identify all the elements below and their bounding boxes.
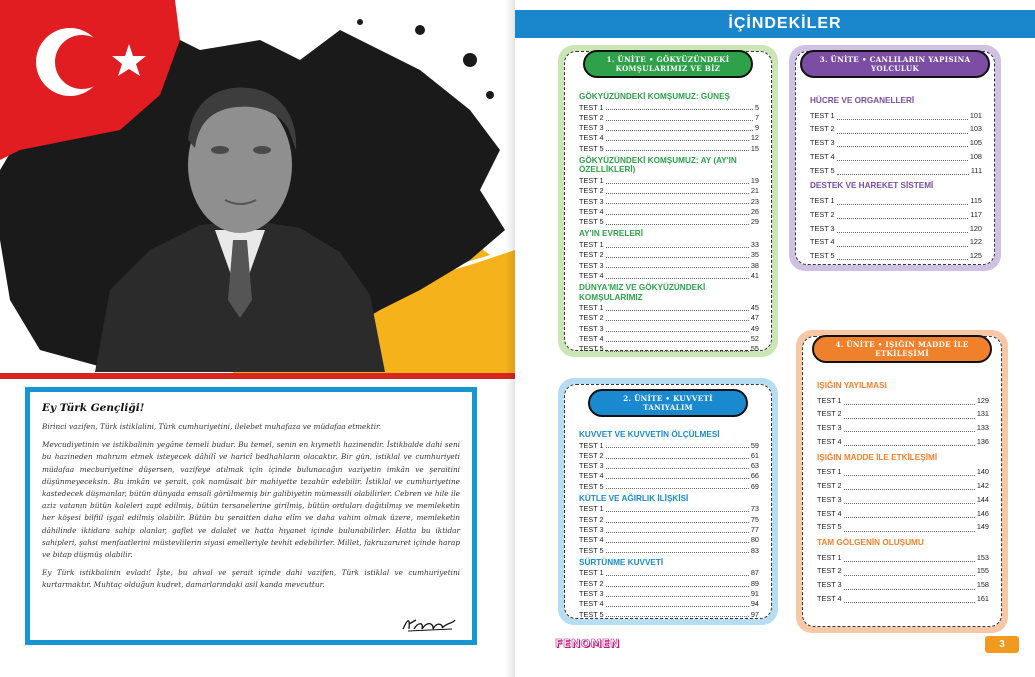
unit-sections	[579, 90, 759, 355]
test-label: TEST 4	[579, 471, 604, 481]
toc-test-row	[810, 122, 982, 136]
page-number: 94	[750, 599, 759, 609]
page-number: 5	[754, 102, 759, 112]
right-page	[515, 0, 1035, 677]
dot-leader	[606, 109, 753, 110]
dot-leader	[844, 445, 975, 446]
test-label: TEST 5	[579, 143, 604, 153]
page-number: 26	[750, 206, 759, 216]
test-label: TEST 4	[817, 594, 842, 604]
page-number: 117	[970, 209, 982, 219]
test-label: TEST 4	[579, 535, 604, 545]
dot-leader	[844, 589, 975, 590]
test-label: TEST 3	[579, 196, 604, 206]
toc-test-row	[579, 176, 759, 186]
page-number: 153	[976, 552, 989, 562]
dot-leader	[606, 224, 749, 225]
page-number: 23	[750, 196, 759, 206]
toc-test-row	[579, 334, 759, 344]
dot-leader	[844, 404, 975, 405]
test-label: TEST 1	[579, 568, 604, 578]
dot-leader	[844, 475, 975, 476]
section-title: DÜNYA'MIZ VE GÖKYÜZÜNDEKİ KOMŞULARIMIZ	[579, 283, 706, 302]
page-number: 149	[976, 522, 989, 532]
page-number: 7	[754, 112, 759, 122]
unit-title-line-1: 2. ÜNİTE • KUVVETİ TANIYALIM	[623, 394, 713, 412]
test-label: TEST 4	[579, 334, 604, 344]
dot-leader	[837, 160, 968, 161]
test-label: TEST 5	[579, 545, 604, 555]
toc-test-row	[579, 197, 759, 207]
section-title: HÜCRE VE ORGANELLERİ	[810, 96, 915, 105]
dot-leader	[606, 532, 749, 533]
dot-leader	[606, 120, 753, 121]
left-page	[0, 0, 515, 677]
test-label: TEST 3	[579, 525, 604, 535]
test-label: TEST 2	[579, 186, 604, 196]
toc-test-row	[810, 109, 982, 123]
toc-test-row	[579, 207, 759, 217]
page-number: 125	[969, 251, 982, 261]
toc-test-row	[579, 133, 759, 143]
dot-leader	[606, 183, 749, 184]
page-number: 129	[976, 395, 989, 405]
dot-leader	[606, 310, 749, 311]
section-title: AY'IN EVRELERİ	[579, 229, 643, 239]
test-label: TEST 3	[817, 580, 842, 590]
section-title: GÖKYÜZÜNDEKİ KOMŞUMUZ: GÜNEŞ	[579, 92, 731, 101]
page-number: 83	[750, 545, 759, 555]
toc-test-row	[579, 546, 759, 556]
page-number: 63	[750, 461, 759, 471]
dot-leader	[606, 351, 749, 352]
toc-test-row	[579, 504, 759, 514]
toc-test-row	[579, 599, 759, 609]
toc-test-row	[579, 113, 759, 123]
page-number: 122	[969, 237, 982, 247]
dot-leader	[606, 247, 749, 248]
toc-test-row	[579, 515, 759, 525]
page-number: 136	[976, 436, 989, 446]
section-title: GÖKYÜZÜNDEKİ KOMŞUMUZ: AY (AY'IN ÖZELLİKLERİ)	[579, 155, 737, 175]
dot-leader	[606, 203, 749, 204]
dot-leader	[844, 517, 975, 518]
unit-title-pill	[588, 389, 748, 417]
toc-test-row	[810, 136, 982, 150]
dot-leader	[844, 431, 975, 432]
page-number: 73	[750, 504, 759, 514]
test-label: TEST 5	[817, 522, 842, 532]
test-label: TEST 1	[817, 467, 842, 477]
test-label: TEST 5	[579, 481, 604, 491]
section-title: IŞIĞIN YAYILMASI	[817, 381, 887, 390]
test-label: TEST 4	[810, 237, 835, 247]
toc-test-row	[579, 344, 759, 354]
test-label: TEST 4	[817, 436, 842, 446]
page-number: 12	[750, 133, 759, 143]
dot-leader	[844, 489, 975, 490]
page-number: 52	[750, 334, 759, 344]
youth-address-paragraph-3: Ey Türk istikbalinin evladı! İşte, bu ahval ve şerait içinde dahi vazifen, Türk istiklal ve cumhuriyetini kurtarmaktır. Muhtaç olduğun kudret, damarlarındaki asil kanda mevcuttur.	[42, 568, 460, 590]
unit-title-line-1: 1. ÜNİTE • GÖKYÜZÜNDEKİ	[606, 55, 730, 64]
dot-leader	[837, 119, 968, 120]
toc-test-row	[817, 520, 989, 534]
toc-test-row	[579, 610, 759, 620]
toc-test-row	[817, 564, 989, 578]
section-title: KUVVET VE KUVVETİN ÖLÇÜLMESİ	[579, 430, 720, 439]
page-number-badge: 3	[985, 636, 1019, 653]
dot-leader	[837, 204, 969, 205]
page-number: 115	[970, 195, 982, 205]
test-label: TEST 3	[817, 423, 842, 433]
page-number: 45	[750, 303, 759, 313]
dot-leader	[606, 468, 749, 469]
test-label: TEST 1	[810, 110, 835, 120]
dot-leader	[837, 232, 968, 233]
test-label: TEST 4	[810, 151, 835, 161]
toc-test-row	[817, 493, 989, 507]
test-label: TEST 5	[579, 609, 604, 619]
dot-leader	[606, 214, 749, 215]
dot-leader	[606, 542, 749, 543]
test-label: TEST 4	[579, 133, 604, 143]
dot-leader	[606, 257, 749, 258]
dot-leader	[606, 150, 749, 151]
page-number: 47	[750, 313, 759, 323]
page-number: 108	[969, 151, 982, 161]
dot-leader	[606, 488, 749, 489]
page-number: 41	[750, 270, 759, 280]
test-label: TEST 2	[810, 209, 835, 219]
test-label: TEST 3	[579, 589, 604, 599]
toc-test-row	[579, 313, 759, 323]
dot-leader	[837, 259, 968, 260]
test-label: TEST 5	[579, 344, 604, 354]
test-label: TEST 1	[817, 552, 842, 562]
dot-leader	[837, 218, 969, 219]
unit-card-inner	[802, 336, 1002, 627]
page-number: 111	[970, 165, 982, 175]
unit-title-pill	[812, 335, 992, 363]
section-title: DESTEK VE HAREKET SİSTEMİ	[810, 181, 934, 191]
section-title: TAM GÖLGENİN OLUŞUMU	[817, 538, 924, 548]
unit-card-4	[796, 330, 1008, 633]
page-number: 66	[750, 471, 759, 481]
dot-leader	[606, 278, 749, 279]
toc-test-row	[579, 324, 759, 334]
toc-test-row	[817, 465, 989, 479]
page-number: 69	[750, 481, 759, 491]
test-label: TEST 1	[817, 395, 842, 405]
dot-leader	[837, 146, 968, 147]
dot-leader	[606, 606, 749, 607]
toc-test-row	[579, 250, 759, 260]
page-number: 131	[976, 409, 989, 419]
toc-test-row	[810, 249, 982, 263]
toc-test-row	[579, 471, 759, 481]
page-number: 33	[750, 239, 759, 249]
dot-leader	[606, 522, 749, 523]
toc-test-row	[817, 435, 989, 449]
unit-card-inner	[564, 384, 772, 619]
toc-test-row	[579, 261, 759, 271]
page-number: 161	[976, 594, 989, 604]
dot-leader	[837, 246, 968, 247]
test-label: TEST 5	[579, 217, 604, 227]
unit-card-3	[789, 45, 1001, 271]
hero-illustration	[0, 0, 515, 378]
section-title: IŞIĞIN MADDE İLE ETKİLEŞİMİ	[817, 452, 938, 462]
dot-leader	[606, 140, 749, 141]
red-divider	[0, 373, 515, 379]
page-number: 75	[750, 514, 759, 524]
dot-leader	[844, 531, 975, 532]
toc-test-row	[579, 482, 759, 492]
toc-test-row	[579, 568, 759, 578]
unit-sections	[810, 92, 982, 263]
test-label: TEST 1	[579, 504, 604, 514]
dot-leader	[606, 616, 749, 617]
dot-leader	[606, 130, 753, 131]
page-number: 103	[969, 124, 982, 134]
page-number: 77	[750, 525, 759, 535]
page-number: 120	[969, 223, 982, 233]
unit-title-line-2: YOLCULUK	[870, 64, 919, 73]
section-title: SÜRTÜNME KUVVETİ	[579, 557, 664, 567]
page-number: 49	[750, 323, 759, 333]
page-number: 21	[750, 186, 759, 196]
toc-test-row	[579, 441, 759, 451]
dot-leader	[837, 133, 968, 134]
youth-address-title: Ey Türk Gençliği!	[42, 402, 145, 414]
dot-leader	[606, 552, 749, 553]
page-number: 105	[969, 138, 982, 148]
atatürk-signature	[400, 614, 458, 634]
toc-test-row	[579, 535, 759, 545]
page-number: 101	[969, 110, 982, 120]
unit-sections	[579, 428, 759, 620]
toc-test-row	[810, 208, 982, 222]
test-label: TEST 2	[817, 566, 842, 576]
test-label: TEST 2	[579, 250, 604, 260]
test-label: TEST 3	[579, 260, 604, 270]
dot-leader	[844, 503, 975, 504]
unit-title-line-2: KOMŞULARIMIZ VE BİZ	[615, 64, 721, 73]
test-label: TEST 5	[810, 165, 835, 175]
test-label: TEST 1	[579, 239, 604, 249]
test-label: TEST 2	[817, 409, 842, 419]
dot-leader	[606, 193, 749, 194]
dot-leader	[606, 447, 749, 448]
page-number: 55	[750, 344, 759, 354]
page-number: 61	[750, 450, 759, 460]
test-label: TEST 4	[579, 599, 604, 609]
test-label: TEST 4	[579, 206, 604, 216]
toc-test-row	[817, 479, 989, 493]
page-number: 29	[750, 217, 759, 227]
test-label: TEST 2	[579, 313, 604, 323]
youth-address-paragraph-2: Mevcudiyetinin ve istikbalinin yegâne temeli budur. Bu temel, senin en kıymetli hazinendir. İstikbalde dahi seni bu hazineden mahrum etmek isteyecek dâhilî ve haricî bedhahların olacaktır. Bir gün, istiklal ve cumhuriyeti müdafaa mecburiyetine düşersen, vazifeye atılmak için içinde bulunacağın vaziyetin imkân ve şeraitini düşünmeyeceksin. Bu imkân ve şerait, çok namüsait bir mahiyette tezahür edebilir. İstiklal ve cumhuriyetine kastedecek düşmanlar, bütün dünyada emsali görülmemiş bir galibiyetin mümessili olabilirler. Cebren ve hile ile aziz vatanın bütün kaleleri zapt edilmiş, bütün tersanelerine girilmiş, bütün orduları dağıtılmış ve memleketin her köşesi bilfiil işgal edilmiş olabilir. Bütün bu şeraitten daha elîm ve daha vahim olmak üzere, memleketin dâhilinde iktidara sahip olanlar, gaflet ve dalalet ve hatta hıyanet içinde bulunabilirler. Hatta bu iktidar sahipleri, şahsi menfaatlerini müstevlilerin siyasi emelleriyle tevhit edebilirler. Millet, fakruzaruret içinde harap ve bitap düşmüş olabilir.	[42, 440, 460, 560]
page-number: 158	[976, 580, 989, 590]
test-label: TEST 3	[810, 223, 835, 233]
test-label: TEST 2	[579, 112, 604, 122]
toc-test-row	[817, 551, 989, 565]
test-label: TEST 4	[579, 270, 604, 280]
test-label: TEST 1	[810, 195, 835, 205]
unit-card-inner	[795, 51, 995, 265]
toc-test-row	[579, 217, 759, 227]
unit-card-2	[558, 378, 778, 625]
page-number: 144	[976, 494, 989, 504]
youth-address-box	[25, 387, 477, 645]
section-title: KÜTLE VE AĞIRLIK İLİŞKİSİ	[579, 493, 689, 503]
test-label: TEST 2	[579, 450, 604, 460]
page-number: 97	[750, 609, 759, 619]
page-number: 155	[976, 566, 989, 576]
toc-test-row	[817, 507, 989, 521]
page-number: 133	[976, 423, 989, 433]
page-number: 35	[750, 250, 759, 260]
youth-address-paragraph-1: Birinci vazifen, Türk istiklalini, Türk cumhuriyetini, ilelebet muhafaza ve müdafaa etmektir.	[42, 422, 382, 431]
test-label: TEST 4	[817, 508, 842, 518]
test-label: TEST 3	[579, 123, 604, 133]
page-number: 59	[750, 440, 759, 450]
toc-test-row	[810, 194, 982, 208]
toc-test-row	[579, 271, 759, 281]
toc-test-row	[579, 186, 759, 196]
toc-header-bar	[515, 10, 1035, 38]
dot-leader	[844, 602, 975, 603]
toc-test-row	[579, 461, 759, 471]
test-label: TEST 2	[579, 578, 604, 588]
toc-test-row	[817, 592, 989, 606]
page-number: 15	[750, 143, 759, 153]
test-label: TEST 2	[817, 480, 842, 490]
dot-leader	[606, 478, 749, 479]
test-label: TEST 2	[579, 514, 604, 524]
dot-leader	[606, 596, 749, 597]
page-number: 87	[750, 568, 759, 578]
unit-title-pill	[800, 50, 990, 78]
toc-test-row	[579, 589, 759, 599]
dot-leader	[606, 341, 749, 342]
dot-leader	[844, 561, 975, 562]
dot-leader	[606, 458, 749, 459]
page-number: 19	[750, 175, 759, 185]
unit-title-line-2: ETKİLEŞİMİ	[875, 349, 929, 358]
test-label: TEST 3	[817, 494, 842, 504]
toc-test-row	[579, 525, 759, 535]
unit-title-pill	[583, 50, 753, 78]
dot-leader	[606, 575, 749, 576]
unit-title-line-1: 4. ÜNİTE • IŞIĞIN MADDE İLE	[835, 340, 969, 349]
portrait-artwork	[0, 0, 515, 378]
toc-test-row	[817, 421, 989, 435]
toc-test-row	[579, 451, 759, 461]
toc-test-row	[810, 150, 982, 164]
test-label: TEST 1	[579, 102, 604, 112]
toc-test-row	[579, 103, 759, 113]
test-label: TEST 3	[579, 461, 604, 471]
toc-test-row	[817, 407, 989, 421]
dot-leader	[844, 575, 975, 576]
toc-test-row	[579, 240, 759, 250]
test-label: TEST 1	[579, 303, 604, 313]
dot-leader	[837, 174, 969, 175]
test-label: TEST 3	[579, 323, 604, 333]
test-label: TEST 3	[810, 138, 835, 148]
toc-title: İÇİNDEKİLER	[728, 15, 842, 32]
dot-leader	[606, 331, 749, 332]
unit-card-inner	[564, 51, 772, 354]
toc-test-row	[817, 578, 989, 592]
test-label: TEST 2	[810, 124, 835, 134]
toc-test-row	[579, 579, 759, 589]
page-number: 89	[750, 578, 759, 588]
toc-test-row	[579, 123, 759, 133]
test-label: TEST 5	[810, 251, 835, 261]
unit-card-1	[558, 45, 778, 357]
dot-leader	[606, 586, 749, 587]
test-label: TEST 1	[579, 175, 604, 185]
toc-test-row	[579, 144, 759, 154]
page-number: 146	[976, 508, 989, 518]
publisher-logo: FENOMEN	[555, 637, 620, 650]
test-label: TEST 1	[579, 440, 604, 450]
toc-test-row	[810, 222, 982, 236]
unit-title-line-1: 3. ÜNİTE • CANLILARIN YAPISINA	[819, 55, 971, 64]
toc-test-row	[810, 235, 982, 249]
toc-test-row	[810, 164, 982, 178]
page-number: 38	[750, 260, 759, 270]
unit-sections	[817, 377, 989, 606]
dot-leader	[606, 320, 749, 321]
toc-test-row	[817, 394, 989, 408]
dot-leader	[606, 267, 749, 268]
page-number: 142	[976, 480, 989, 490]
dot-leader	[606, 511, 749, 512]
dot-leader	[844, 418, 975, 419]
page-number: 9	[754, 123, 759, 133]
toc-test-row	[579, 303, 759, 313]
page-number: 80	[750, 535, 759, 545]
page-number: 91	[750, 589, 759, 599]
page-number: 140	[976, 467, 989, 477]
